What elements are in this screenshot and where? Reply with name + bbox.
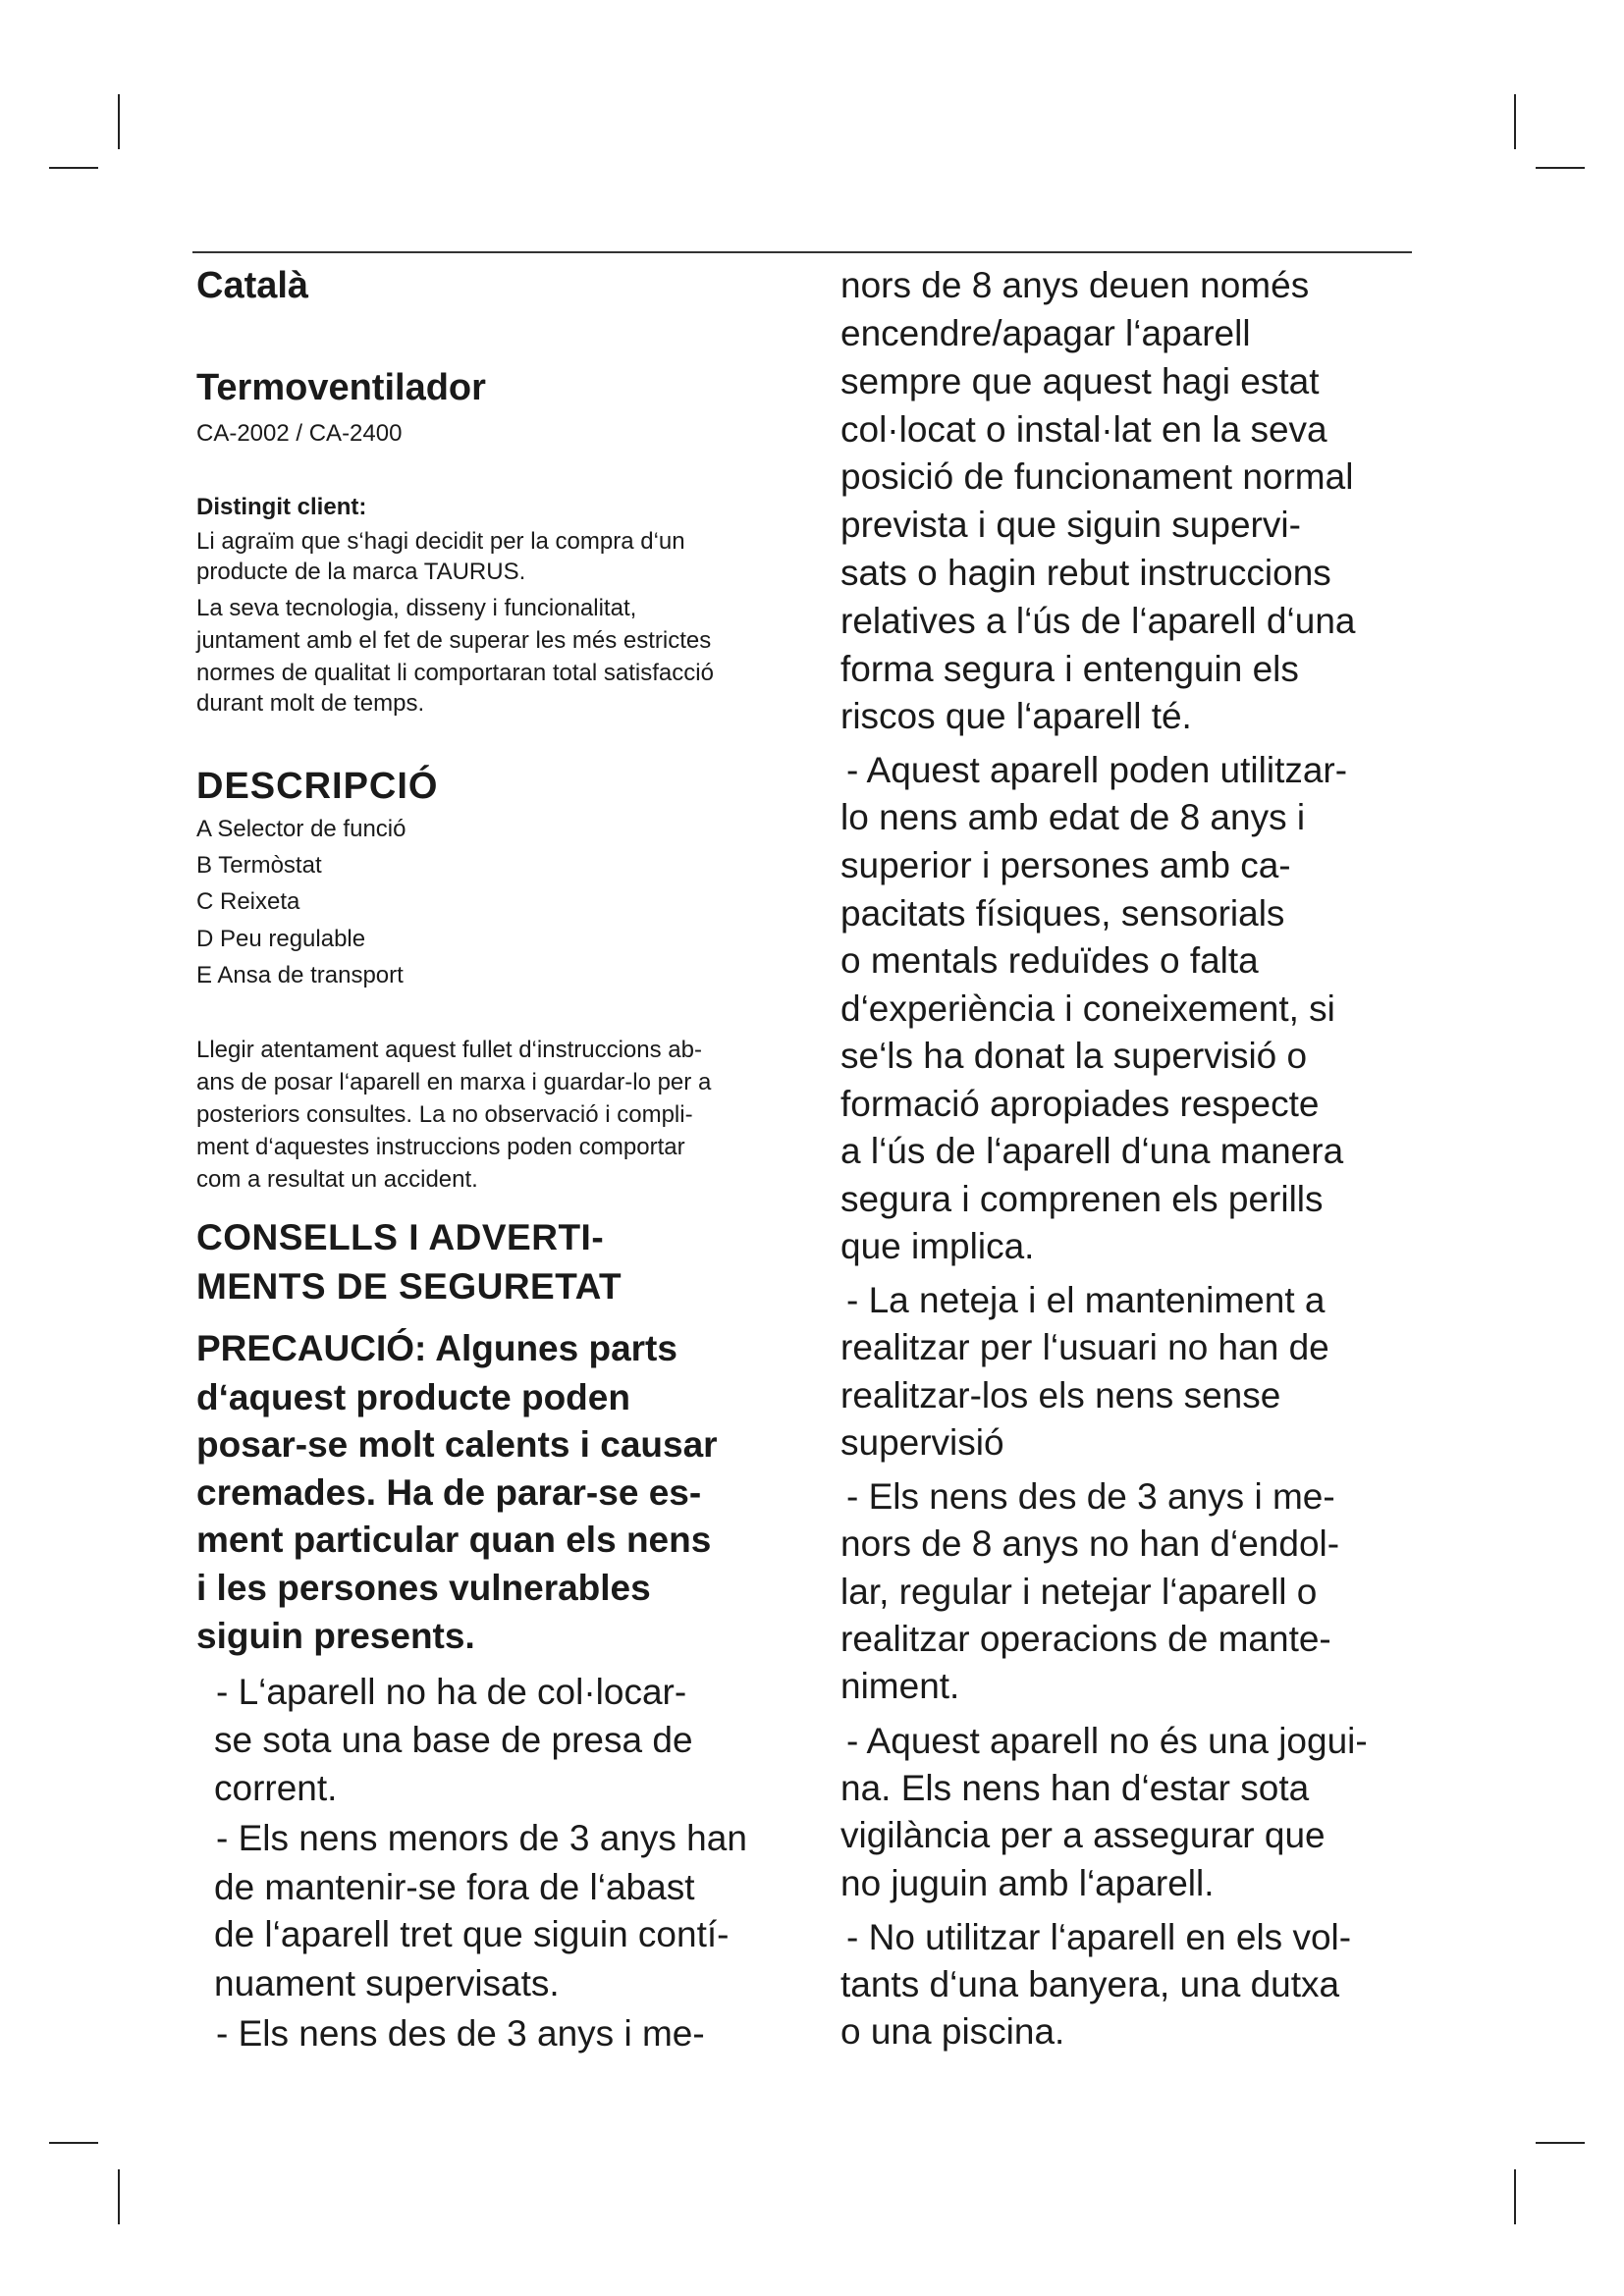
greeting-line: normes de qualitat li comportaran total satisfacció — [196, 660, 714, 686]
caution-line: i les persones vulnerables — [196, 1568, 651, 1608]
safety-line: segura i comprenen els perills — [840, 1179, 1324, 1219]
product-models: CA-2002 / CA-2400 — [196, 420, 403, 447]
notice-line: posteriors consultes. La no observació i compli- — [196, 1101, 693, 1128]
header-rule — [192, 251, 1412, 253]
greeting-line: durant molt de temps. — [196, 690, 425, 717]
crop-mark-top-left-vertical — [118, 94, 120, 149]
caution-line: posar-se molt calents i causar — [196, 1424, 718, 1465]
list-item: E Ansa de transport — [196, 962, 404, 988]
safety-line: o mentals reduïdes o falta — [840, 940, 1259, 981]
crop-mark-bottom-right-vertical — [1514, 2169, 1516, 2224]
safety-line: - La neteja i el manteniment a — [846, 1280, 1326, 1320]
safety-line: posició de funcionament normal — [840, 456, 1354, 497]
safety-line: lar, regular i netejar l‘aparell o — [840, 1572, 1318, 1612]
list-item: C Reixeta — [196, 888, 300, 915]
safety-line: tants d‘una banyera, una dutxa — [840, 1964, 1340, 2004]
greeting-line: producte de la marca TAURUS. — [196, 559, 526, 585]
safety-line: a l‘ús de l‘aparell d‘una manera — [840, 1131, 1344, 1171]
safety-line: se sota una base de presa de — [214, 1720, 693, 1760]
safety-line: niment. — [840, 1666, 960, 1706]
safety-line: nuament supervisats. — [214, 1963, 560, 2003]
safety-line: sempre que aquest hagi estat — [840, 361, 1320, 401]
notice-line: ans de posar l‘aparell en marxa i guardar-lo per a — [196, 1069, 712, 1095]
safety-line: superior i persones amb ca- — [840, 845, 1291, 885]
safety-line: nors de 8 anys no han d‘endol- — [840, 1523, 1340, 1564]
safety-line: d‘experiència i coneixement, si — [840, 988, 1335, 1029]
safety-line: - Aquest aparell poden utilitzar- — [846, 750, 1348, 790]
safety-line: - Els nens menors de 3 anys han — [216, 1818, 747, 1858]
description-heading: DESCRIPCIÓ — [196, 766, 439, 807]
safety-line: col·locat o instal·lat en la seva — [840, 409, 1327, 450]
safety-line: pacitats físiques, sensorials — [840, 893, 1285, 934]
safety-line: na. Els nens han d‘estar sota — [840, 1768, 1310, 1808]
crop-mark-bottom-left-vertical — [118, 2169, 120, 2224]
crop-mark-bottom-left-horizontal — [49, 2142, 98, 2144]
safety-line: que implica. — [840, 1226, 1035, 1266]
safety-line: realitzar-los els nens sense — [840, 1375, 1281, 1415]
notice-line: ment d‘aquestes instruccions poden comportar — [196, 1134, 685, 1160]
list-item: D Peu regulable — [196, 926, 366, 952]
safety-line: o una piscina. — [840, 2011, 1065, 2052]
crop-mark-top-left-horizontal — [49, 167, 98, 169]
safety-line: de mantenir-se fora de l‘abast — [214, 1867, 695, 1907]
safety-line: - Els nens des de 3 anys i me- — [846, 1476, 1335, 1517]
safety-heading-line: CONSELLS I ADVERTI- — [196, 1217, 605, 1257]
safety-line: nors de 8 anys deuen només — [840, 265, 1310, 305]
safety-line: vigilància per a assegurar que — [840, 1815, 1326, 1855]
safety-line: - Els nens des de 3 anys i me- — [216, 2013, 705, 2054]
safety-line: formació apropiades respecte — [840, 1084, 1320, 1124]
greeting-line: juntament amb el fet de superar les més estrictes — [196, 627, 712, 654]
language-heading: Català — [196, 265, 309, 306]
safety-line: lo nens amb edat de 8 anys i — [840, 797, 1306, 837]
crop-mark-top-right-horizontal — [1536, 167, 1585, 169]
greeting-line: Li agraïm que s‘hagi decidit per la compra d‘un — [196, 528, 685, 555]
safety-line: relatives a l‘ús de l‘aparell d‘una — [840, 601, 1356, 641]
safety-line: prevista i que siguin supervi- — [840, 505, 1301, 545]
greeting-heading: Distingit client: — [196, 494, 367, 520]
caution-line: siguin presents. — [196, 1616, 475, 1656]
safety-line: - L‘aparell no ha de col·locar- — [216, 1672, 687, 1712]
list-item: A Selector de funció — [196, 816, 406, 842]
product-title: Termoventilador — [196, 367, 486, 408]
notice-line: com a resultat un accident. — [196, 1166, 478, 1193]
notice-line: Llegir atentament aquest fullet d‘instruccions ab- — [196, 1037, 702, 1063]
safety-line: no juguin amb l‘aparell. — [840, 1863, 1215, 1903]
safety-line: realitzar per l‘usuari no han de — [840, 1327, 1329, 1367]
safety-line: encendre/apagar l‘aparell — [840, 313, 1251, 353]
safety-line: - Aquest aparell no és una jogui- — [846, 1721, 1368, 1761]
safety-line: riscos que l‘aparell té. — [840, 696, 1192, 736]
caution-line: cremades. Ha de parar-se es- — [196, 1472, 702, 1513]
caution-line: PRECAUCIÓ: Algunes parts — [196, 1328, 677, 1368]
crop-mark-bottom-right-horizontal — [1536, 2142, 1585, 2144]
safety-heading-line: MENTS DE SEGURETAT — [196, 1266, 623, 1307]
caution-line: ment particular quan els nens — [196, 1520, 712, 1560]
caution-line: d‘aquest producte poden — [196, 1377, 630, 1417]
list-item: B Termòstat — [196, 852, 322, 879]
safety-line: de l‘aparell tret que siguin contí- — [214, 1914, 730, 1954]
safety-line: forma segura i entenguin els — [840, 649, 1299, 689]
safety-line: se‘ls ha donat la supervisió o — [840, 1036, 1308, 1076]
safety-line: sats o hagin rebut instruccions — [840, 553, 1331, 593]
safety-line: - No utilitzar l‘aparell en els vol- — [846, 1917, 1352, 1957]
safety-line: realitzar operacions de mante- — [840, 1619, 1331, 1659]
safety-line: supervisió — [840, 1422, 1004, 1463]
crop-mark-top-right-vertical — [1514, 94, 1516, 149]
safety-line: corrent. — [214, 1768, 338, 1808]
greeting-line: La seva tecnologia, disseny i funcionalitat, — [196, 595, 637, 621]
